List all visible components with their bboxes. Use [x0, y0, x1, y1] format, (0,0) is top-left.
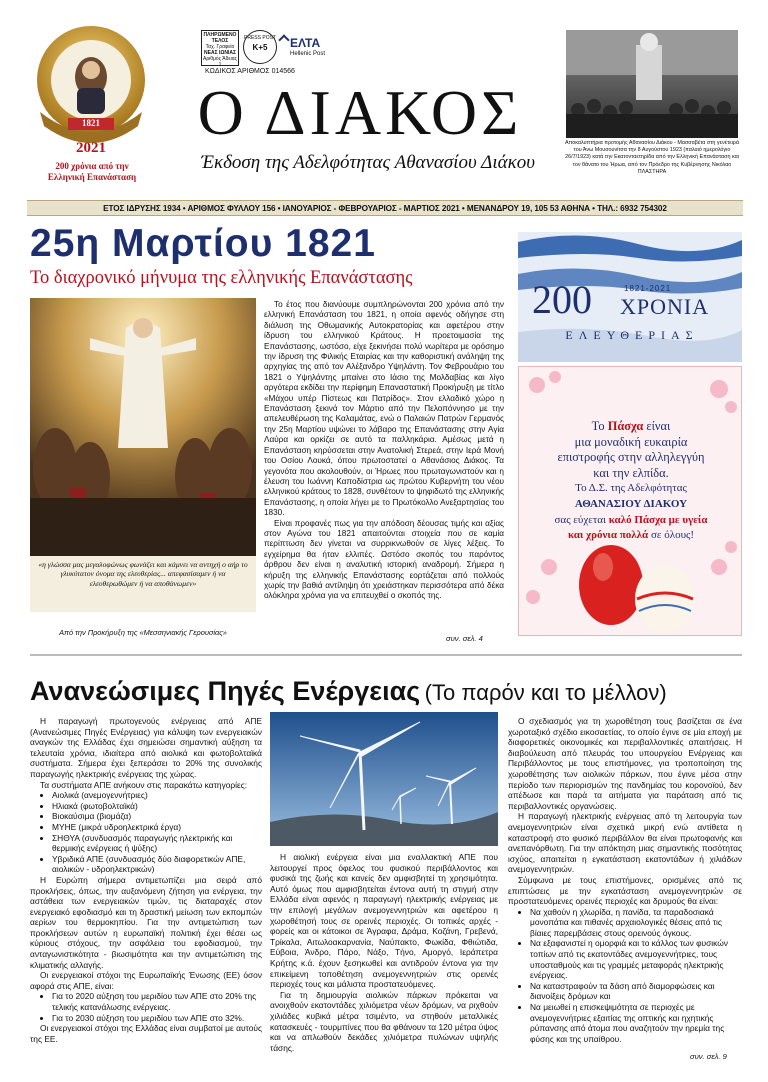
wind-turbines-photo	[270, 712, 498, 846]
press-post-label: PRESS POST	[244, 35, 276, 41]
seal-year: 1821	[82, 118, 100, 128]
crowd-photo-icon	[566, 30, 738, 138]
energy-c1-p2: Τα συστήματα ΑΠΕ ανήκουν στις παρακάτω κατηγορίες:	[40, 779, 248, 790]
list-item: • Να καταστραφούν τα δάση από διαμορφώσεις και διανοίξεις δρόμων και	[530, 981, 742, 1002]
eu-target-list	[30, 991, 262, 1023]
freedom-banner	[518, 232, 742, 362]
energy-headline: Ανανεώσιμες Πηγές Ενέργειας	[30, 676, 421, 706]
easter-greeting-box	[518, 366, 742, 636]
energy-c1-p5: Οι ενεργειακοί στόχοι της Ελλάδας είναι συμβατοί με αυτούς της ΕΕ.	[30, 1023, 262, 1044]
list-item: • Υβριδικά ΑΠΕ (συνδυασμός δύο διαφορετικών ΑΠΕ, αιολικών - υδροηλεκτρικών)	[52, 854, 262, 875]
lead-paragraph-1: Το έτος που διανύουμε συμπληρώνονται 200 χρόνια από την ελληνική Επανάσταση του 1821, η οποία αφενός οδήγησε στη διάλυση της Οθωμανικής Αυτοκρατορίας και αφετέρου στην ίδρυση του ελληνικού Κράτους. Η προετοιμασία της Επανάστασης, ωστόσο, είχε ξεκινήσει πολύ νωρίτερα με ορόσημο την ίδρυση της Φιλικής Εταιρίας και την καθοριστική ανάληψη της αρχηγίας της από τον Αλέξανδρο Υψηλάντη. Τον Φεβρουάριο του 1821 ο Υψηλάντης μπαίνει στο Ιάσιο της Μολδαβίας και λίγο αργότερα εκδίδει την περίφημη Επαναστατική Προκήρυξη με τίτλο «Μάχου υπέρ Πίστεως και Πατρίδος». Στον ελλαδικό χώρο η Επανάσταση ξεκινά τον Μάρτιο από την Πελοπόννησο με την απελευθέρωση της Καλαμάτας, ενώ ο Παλαιών Πατρών Γερμανός την 25η Μαρτίου υψώνει το λάβαρο της Επανάστασης στην Αγία Λαύρα και ορκίζει σε αυτό τα παλληκάρια. Αμέσως μετά η Επανάσταση κηρύσσεται στην Ανατολική Στερεά, στην Ιερά Μονή του Οσίου Λουκά, όπου πρωτοστατεί ο Αθανάσιος Διάκος. Τα γεγονότα που ακολουθούν, οι Ήρωες που πρωταγωνιστούν και η έλευση του Ιωάννη Καποδίστρια ως πρώτου Κυβερνήτη του νέου ελληνικού κράτους το 1828, συνθέτουν το ψηφιδωτό της ελληνικής Επανάστασης, η οποία λήγει με το Πρωτόκολλο Ανεξαρτησίας του 1830.	[264, 300, 504, 518]
red-egg	[579, 545, 643, 625]
easter-line-3: επιστροφής στην αλληλεγγύη	[557, 450, 705, 465]
list-item: • Ηλιακά (φωτοβολταϊκά)	[52, 801, 262, 812]
energy-c1-p4: Οι ενεργειακοί στόχοι της Ευρωπαϊκής Ένωσης (ΕΕ) όσον αφορά στις ΑΠΕ, είναι:	[30, 970, 262, 991]
photo-caption: Αποκαλυπτήρια προτομής Αθανασίου Διάκου - Μασσαβέτα στη γενέτειρά του Άνω Μουσουνίτσα την 8 Αυγούστου 1923 (παλαιό ημερολόγιο 26/7/1923) κατά την Εκατονταετηρίδα από την Ελληνική Επανάσταση και τον θάνατο του Ήρωα, από τον Πρόεδρο της Κυβέρνησης Νικόλαο ΠΛΑΣΤΗΡΑ	[565, 140, 739, 175]
lead-paragraph-2: Είναι προφανές πως για την απόδοση δέουσας τιμής και αξίας στον Αγώνα του 1821 απαιτούνται στοιχεία που σε καμία περίπτωση δεν γίνεται να συρρικνωθούν σε λίγες λέξεις. Το εγχείρημα θα ήταν ελλιπές. Ωστόσο σκοπός του παρόντος άρθρου δεν είναι η αναλυτική ιστορική αναδρομή. Σήμερα η κήρυξη της ελληνικής Επανάστασης εορτάζεται από πολλούς χωρίς την βαθιά αντίληψη ότι χρειάστηκαν περισσότερα από δέκα ολόκληρα χρόνια για να επιτευχθεί ο σκοπός της.	[264, 518, 504, 601]
wind-turbine-icon	[270, 712, 498, 846]
postage-line-4: 1	[218, 62, 222, 68]
lead-article-text	[264, 300, 504, 602]
decorated-egg	[635, 565, 695, 633]
postage-line-2: ΝΕΑΣ ΙΩΝΙΑΣ	[204, 50, 236, 56]
postage-paid-box	[201, 30, 239, 66]
elta-logo	[280, 36, 328, 60]
lead-continued: συν. σελ. 4	[446, 634, 483, 643]
easter-line-1: Το Πάσχα είναι	[591, 419, 671, 433]
painting-quote-box	[30, 556, 256, 612]
section-divider	[30, 654, 742, 656]
painting-quote: «η γλώσσα μας μεγαλοφώνως φωνάζει και κάμνει να αντηχή ο αήρ το γλυκύτατον όνομα της ελευθερίας... απεφασίσαμεν ή να ελευθερωθώμεν ή να αποθάνωμεν»	[38, 560, 248, 588]
anniversary-year: 2021	[76, 140, 106, 156]
energy-c3-p3: Σύμφωνα με τους επιστήμονες, ορισμένες από τις επιπτώσεις με την εγκατάσταση ανεμογεννητριών σε προστατευόμενες ορεινές περιοχές και δρυμούς θα είναι:	[508, 874, 742, 907]
newspaper-title: Ο ΔΙΑΚΟΣ	[197, 77, 523, 148]
easter-line-8: και χρόνια πολλά σε όλους!	[567, 529, 695, 542]
lead-headline: 25η Μαρτίου 1821	[30, 222, 376, 265]
easter-line-5: Το Δ.Σ. της Αδελφότητας	[575, 482, 687, 495]
banner-years: 1821-2021	[624, 284, 672, 293]
energy-column-3	[508, 716, 742, 1044]
energy-column-1	[30, 716, 262, 1044]
anniversary-seal	[32, 22, 150, 162]
list-item: • Να χαθούν η χλωρίδα, η πανίδα, τα παραδοσιακά μονοπάτια και πιθανές αρχαιολογικές θέσεις από τις βίαιες παρεμβάσεις στους ορεινούς όγκους.	[530, 907, 742, 939]
masthead-photo	[566, 30, 738, 138]
energy-c3-p2: Η παραγωγή ηλεκτρικής ενέργειας από τη λειτουργία των ανεμογεννητριών είναι σχετικά μικρή ενώ αντίθετα η καταστροφή στο φυσικό περιβάλλον θα είναι πρωτοφανής και ανεπανόρθωτη. Για την απόκτηση μιας σημαντικής ποσότητας ισχύος, απαιτείται η εγκατάσταση εκατοντάδων ή χιλιάδων ανεμογεννητριών.	[508, 811, 742, 875]
hellenic-post: Hellenic Post	[290, 51, 326, 57]
easter-word: Πάσχα	[607, 419, 644, 433]
energy-c2-p1: Η αιολική ενέργεια είναι μια εναλλακτική ΑΠΕ που λειτουργεί προς όφελος του φυσικού περιβάλλοντος και φυσικά της ζωής και κανείς δεν αμφισβητεί τη χρησιμότητα. Αυτό όμως που αμφισβητείται έντονα αυτή τη στιγμή στην Ελλάδα είναι αφενός η παραγωγή ηλεκτρικής ενέργειας με την επιλογή μεγάλων ανεμογεννητριών και αφετέρου η χωροθέτησή τους σε ορεινές περιοχές. Οι τοπικές αρχές - φορείς και οι κάτοικοι σε Άγραφα, Δράμα, Κοζάνη, Γρεβενά, Τρίκαλα, Αιτωλοακαρνανία, Ναύπακτο, Φωκίδα, Φθιώτιδα, Εύβοια, Άνδρο, Πάρο, Νάξο, Τήνο, Αμοργό, Ιεράπετρα Κρήτης κ.ά. έχουν ξεσηκωθεί και αντιδρούν έντονα για την επικείμενη τοποθέτηση ανεμογεννητριών στις ορεινές περιοχές τους και μάλιστα προστατευόμενες.	[270, 852, 498, 990]
ape-category-list	[30, 790, 262, 875]
easter-line-4: και την ελπίδα.	[593, 465, 669, 480]
press-post-stamp	[243, 30, 277, 64]
easter-line-2: μια μοναδική ευκαιρία	[574, 434, 688, 449]
list-item: • Να εξαφανιστεί η ομορφιά και το κάλλος των φυσικών τοπίων από τις εκατοντάδες ανεμογεννήτριες, τους υποσταθμούς και τις γραμμές μεταφοράς ηλεκτρικής ενέργειας.	[530, 938, 742, 980]
press-post-code: Κ+5	[252, 43, 268, 52]
elta-name: ΕΛΤΑ	[290, 36, 321, 50]
painting-hellas-icon	[30, 298, 256, 556]
postage-line-3: Αριθμός Άδειας	[202, 56, 238, 62]
postage-line-1: Ταχ. Γραφείο	[205, 44, 235, 50]
revolution-painting	[30, 298, 256, 556]
banner-line1: ΧΡΟΝΙΑ	[620, 294, 710, 319]
easter-line-7: σας εύχεται καλό Πάσχα με υγεία	[554, 513, 708, 526]
masthead	[0, 0, 768, 198]
list-item: • Για το 2020 αύξηση του μεριδίου των ΑΠΕ στο 20% της τελικής κατανάλωσης ενέργειας.	[52, 991, 262, 1012]
newspaper-subtitle: Έκδοση της Αδελφότητας Αθανασίου Διάκου	[201, 152, 535, 173]
energy-continued: συν. σελ. 9	[690, 1052, 727, 1061]
energy-headline-block	[30, 676, 742, 707]
energy-headline-suffix: (Το παρόν και το μέλλον)	[424, 680, 667, 705]
energy-c3-p1: Ο σχεδιασμός για τη χωροθέτηση τους βασίζεται σε ένα χωροταξικό σχέδιο εικοσαετίας, το οποίο έγινε σε μία εποχή με διαφορετικές οικονομικές και περιβαλλοντικές απαιτήσεις. Η διαβούλευση από πλευράς του υπουργείου Ενέργειας και Περιβάλλοντος με τους επιστήμονες, για τροποποίηση της χωροθέτησης των αιολικών πάρκων, που έγινε μέσα στην περίοδο των περιορισμών της πανδημίας του κορονοϊού, δεν απέδωσε και παρά τα αιτήματα για παράταση από τις περιβαλλοντικές οργανώσεις.	[508, 716, 742, 811]
list-item: • ΜΥΗΕ (μικρά υδροηλεκτρικά έργα)	[52, 822, 262, 833]
anniversary-caption: 200 χρόνια από την Ελληνική Επανάσταση	[47, 161, 137, 182]
energy-c1-p3: Η Ευρώπη σήμερα αντιμετωπίζει μια σειρά από προκλήσεις, όπως, την αυξανόμενη ζήτηση για ενέργεια, την αστάθεια των ενεργειακών τιμών, τις διαταραχές στον ενεργειακό εφοδιασμό και τη δραστική μείωση των εκπομπών αερίων του θερμοκηπίου. Για την αντιμετώπιση των προκλήσεων αυτών η ευρωπαϊκή πολιτική έχει θέσει ως κύριους στόχους, την ασφάλεια του εφοδιασμού, την ανταγωνιστικότητα - βιωσιμότητα και την αντιμετώπιση της κλιματικής αλλαγής.	[30, 874, 262, 970]
easter-line-6: ΑΘΑΝΑΣΙΟΥ ΔΙΑΚΟΥ	[574, 497, 688, 510]
issue-info-text: ΕΤΟΣ ΙΔΡΥΣΗΣ 1934 • ΑΡΙΘΜΟΣ ΦΥΛΛΟΥ 156 • ΙΑΝΟΥΑΡΙΟΣ - ΦΕΒΡΟΥΑΡΙΟΣ - ΜΑΡΤΙΟΣ 2021 • ΜΕΝΑΝΔΡΟΥ 19, 105 53 ΑΘΗΝΑ • ΤΗΛ.: 6932 754302	[103, 204, 667, 213]
banner-number: 200	[532, 277, 592, 322]
impact-list	[508, 907, 742, 1045]
lead-subheadline: Το διαχρονικό μήνυμα της ελληνικής Επανάστασης	[30, 268, 413, 288]
postage-label: ΠΛΗΡΩΜΕΝΟ ΤΕΛΟΣ	[203, 32, 237, 44]
banner-line2: ΕΛΕΥΘΕΡΙΑΣ	[565, 328, 699, 342]
code-number: ΚΩΔΙΚΟΣ ΑΡΙΘΜΟΣ 014566	[205, 68, 295, 75]
energy-c2-p2: Για τη δημιουργία αιολικών πάρκων πρόκειται να ανοιχθούν εκατοντάδες χιλιόμετρα νέων δρόμων, να ριχθούν χιλιάδες κυβικά μέτρα τσιμέντο, να στηθούν μεταλλικές κατασκευές - τουρμπίνες που θα φθάνουν τα 120 μέτρα ύψος και να απλωθούν δεκάδες χιλιόμετρα πυλώνων υψηλής τάσης.	[270, 989, 498, 1053]
energy-column-2	[270, 852, 498, 1053]
list-item: • ΣΗΘΥΑ (συνδυασμός παραγωγής ηλεκτρικής και θερμικής ενέργειας ή ψύξης)	[52, 833, 262, 854]
energy-c1-p1: Η παραγωγή πρωτογενούς ενέργειας από ΑΠΕ (Ανανεώσιμες Πηγές Ενέργειας) για κάλυψη των ενεργειακών αναγκών της Ελλάδας έχει σημειώσει σημαντική αύξηση τα τελευταία χρόνια, ιδιαίτερα από αιολικά και φωτοβολταϊκά συστήματα. Σήμερα έχει ξεπεράσει το 20% της συνολικής παραγωγής ηλεκτρικής ενέργειας της χώρας.	[30, 716, 262, 779]
painting-source: Από την Προκήρυξη της «Μεσσηνιακής Γερουσίας»	[59, 628, 227, 637]
issue-info-bar	[27, 200, 743, 216]
list-item: • Να μειωθεί η επισκεψιμότητα σε περιοχές με ανεμογεννήτριες εξαιτίας της οπτικής και ηχητικής ρύπανσης από άτομα που αναζητούν την ηρεμία της φύσης και της υπαίθρου.	[530, 1002, 742, 1044]
list-item: • Για το 2030 αύξηση του μεριδίου των ΑΠΕ στο 32%.	[52, 1013, 262, 1024]
elta-bird-icon	[278, 34, 289, 45]
list-item: • Βιοκαύσιμα (βιομάζα)	[52, 811, 262, 822]
easter-text	[519, 419, 742, 544]
list-item: • Αιολικά (ανεμογεννήτριες)	[52, 790, 262, 801]
